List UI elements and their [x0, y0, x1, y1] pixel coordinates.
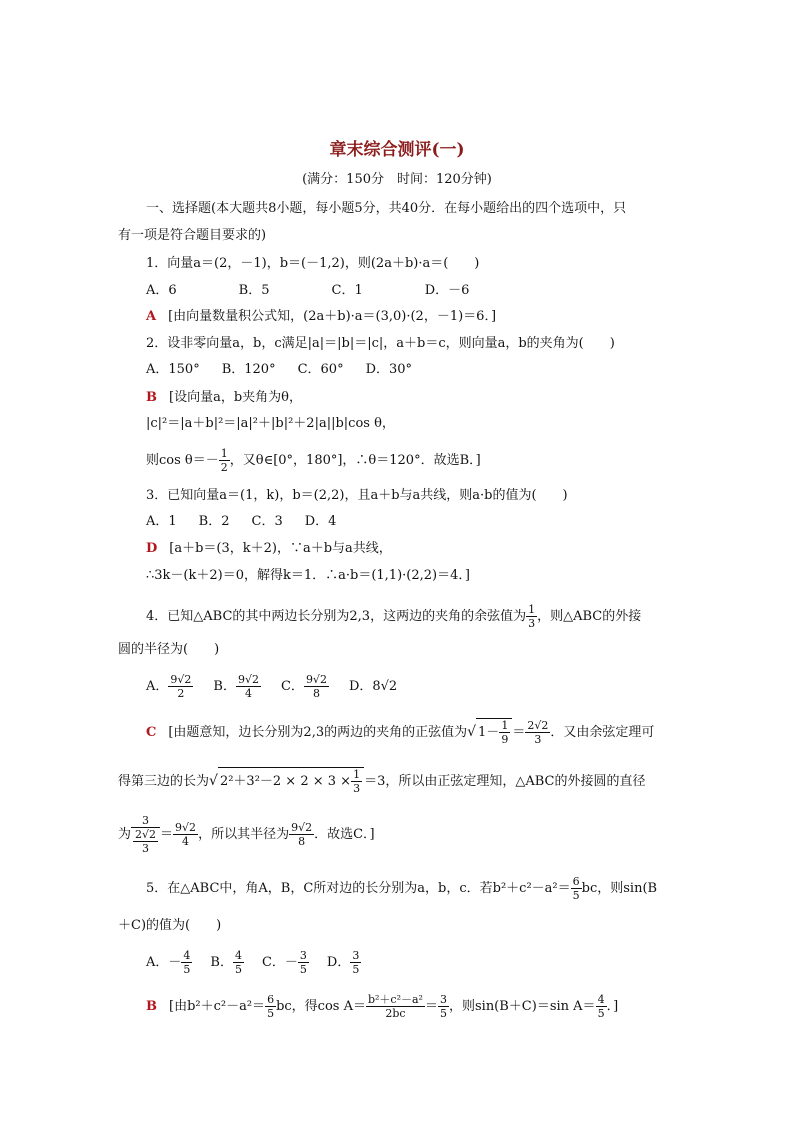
- q4-option-a-frac: [168, 673, 193, 700]
- q5-option-c: [262, 946, 309, 980]
- q4-stem-frac-num: 1: [528, 603, 536, 616]
- q4-option-a: [146, 670, 193, 704]
- q4-sol3-frac: [173, 821, 198, 848]
- q1-explanation: [由向量数量积公式知，(2a＋b)·a＝(3,0)·(2，－1)＝6．]: [168, 309, 497, 324]
- q3-option-b: B．2: [198, 514, 230, 529]
- q5-stem-frac-num: 6: [572, 875, 580, 888]
- q4-option-a-num: 9√2: [170, 673, 192, 686]
- q5-sol-frac1-num: 6: [267, 993, 275, 1006]
- q5-stem-frac-den: 5: [572, 889, 580, 902]
- q2-answer: B: [146, 390, 157, 405]
- q3-options: [146, 512, 370, 532]
- q5-solution: [146, 990, 618, 1024]
- q4-sol3a: 为: [118, 827, 132, 842]
- q4-options: [146, 670, 431, 704]
- q4-sol1a: [由题意知，边长分别为2,3的两边的夹角的正弦值为: [168, 725, 468, 740]
- q1-options: [146, 281, 503, 301]
- q5-option-c-frac: [298, 949, 309, 976]
- q5-sol-b: bc，得cos A＝: [276, 999, 366, 1014]
- q2-option-a: A．150°: [146, 362, 200, 377]
- q2-solution-line1: [146, 388, 302, 408]
- q4-sol3c: ．故选C．]: [314, 827, 375, 842]
- q3-option-d: D．4: [304, 514, 337, 529]
- q4-stem-line1: [146, 602, 641, 632]
- q5-options: [146, 946, 395, 980]
- q4-option-c-frac: [304, 673, 329, 700]
- q4-sol3b: ，所以其半径为: [198, 827, 290, 842]
- q4-sol1-rad-den: 9: [501, 733, 509, 746]
- q4-sol1-frac-num: 2√2: [527, 719, 549, 732]
- q5-sol-frac2-num: b²＋c²－a²: [367, 993, 423, 1006]
- q4-sol2-rad-num: 1: [353, 768, 361, 781]
- q5-option-c-num: 3: [299, 949, 307, 962]
- q1-answer: A: [146, 309, 157, 324]
- q1-option-b: B．5: [238, 283, 270, 298]
- q4-stem-b: ，则△ABC的外接: [537, 609, 642, 624]
- q4-sol3-den-frac: [133, 828, 158, 855]
- q4-sol3-frac-num: 9√2: [175, 821, 197, 834]
- q3-stem: 3．已知向量a＝(1，k)，b＝(2,2)，且a＋b与a共线，则a·b的值为( ): [146, 488, 568, 503]
- q2-explanation-3b: ，又θ∈[0°，180°]，∴θ＝120°．故选B．]: [229, 453, 481, 468]
- q4-stem-a: 4．已知△ABC的其中两边长分别为2,3，这两边的夹角的余弦值为: [146, 609, 527, 624]
- q4-option-d: D．8√2: [348, 679, 398, 694]
- q2-option-c: C．60°: [297, 362, 344, 377]
- q5-sol-e: ．]: [606, 999, 619, 1014]
- q4-sol3-frac2-num: 9√2: [291, 821, 313, 834]
- q4-option-c-num: 9√2: [305, 673, 327, 686]
- q5-option-b-den: 5: [234, 963, 242, 976]
- q4-option-b-label: B．: [213, 679, 236, 694]
- q2-fraction: [219, 447, 230, 474]
- q2-explanation-1: [设向量a，b夹角为θ，: [169, 390, 302, 405]
- q5-stem-a: 5．在△ABC中，角A，B，C所对边的长分别为a，b，c．若b²＋c²－a²＝: [146, 881, 571, 896]
- q3-option-c: C．3: [251, 514, 283, 529]
- q4-sol2b: ＝3，所以由正弦定理知，△ABC的外接圆的直径: [364, 774, 646, 789]
- q4-stem-frac-den: 3: [528, 617, 536, 630]
- q4-solution-line1: [146, 716, 654, 749]
- q5-option-d: [327, 946, 361, 980]
- q4-option-c-den: 8: [312, 687, 320, 700]
- q5-option-d-num: 3: [352, 949, 360, 962]
- q4-sol3-den-num: 2√2: [135, 828, 157, 841]
- q3-answer: D: [146, 541, 158, 556]
- q3-explanation-1: [a＋b＝(3，k＋2)，∵a＋b与a共线，: [169, 541, 392, 556]
- q2-solution-line2: |c|²＝|a＋b|²＝|a|²＋|b|²＋2|a||b|cos θ，: [146, 416, 395, 431]
- q4-sol2a: 得第三边的长为: [118, 774, 210, 789]
- q1-solution: [146, 307, 496, 327]
- q4-option-a-label: A．: [146, 679, 169, 694]
- q4-sol3-frac2-den: 8: [298, 835, 306, 848]
- score-time-note: (满分：150分 时间：120分钟): [302, 172, 492, 187]
- q5-option-c-den: 5: [299, 963, 307, 976]
- q5-option-a: [146, 946, 192, 980]
- q5-stem-line2: ＋C)的值为( ): [118, 918, 222, 933]
- q2-option-b: B．120°: [221, 362, 276, 377]
- q5-sol-frac3-den: 5: [439, 1007, 447, 1020]
- q5-option-b-frac: [233, 949, 244, 976]
- q3-solution-line1: [146, 539, 392, 559]
- q5-sol-c: ＝: [424, 999, 438, 1014]
- q4-stem-fraction: [526, 603, 537, 630]
- q4-option-b-num: 9√2: [237, 673, 259, 686]
- q5-sol-frac1-den: 5: [267, 1007, 275, 1020]
- q4-sol1-rad-num: 1: [501, 719, 509, 732]
- q5-sol-frac3: [438, 993, 449, 1020]
- q4-sol1b: ．又由余弦定理可: [550, 725, 655, 740]
- q5-option-b-label: B．: [210, 955, 233, 970]
- q4-solution-line2: [118, 764, 645, 799]
- q2-stem: 2．设非零向量a，b，c满足|a|＝|b|＝|c|，a＋b＝c，则向量a，b的夹角为( ): [146, 336, 615, 351]
- page-title: 章末综合测评(一): [329, 140, 465, 160]
- q4-option-b-frac: [236, 673, 261, 700]
- q4-sol1-frac: [525, 719, 550, 746]
- q5-sol-frac1: [265, 993, 276, 1020]
- q3-solution-line2: ∴3k－(k＋2)＝0，解得k＝1．∴a·b＝(1,1)·(2,2)＝4．]: [146, 568, 470, 583]
- q4-sol3-frac2: [289, 821, 314, 848]
- q2-frac-num: 1: [220, 447, 228, 460]
- q5-option-b-num: 4: [234, 949, 242, 962]
- q5-sol-frac4-den: 5: [597, 1007, 605, 1020]
- q4-option-b: [213, 670, 261, 704]
- q4-option-c: [281, 670, 329, 704]
- q4-option-a-den: 2: [177, 687, 185, 700]
- q4-sol3-den: [131, 828, 160, 855]
- q5-option-d-frac: [350, 949, 361, 976]
- radical-sign: √: [467, 724, 477, 740]
- q5-sol-frac2: [366, 993, 425, 1020]
- q2-options: [146, 360, 446, 380]
- q2-frac-den: 2: [220, 461, 228, 474]
- q5-option-c-label: C．－: [261, 955, 298, 970]
- q4-sol3-eq: ＝: [160, 827, 174, 842]
- q4-stem-line2: 圆的半径为( ): [118, 642, 220, 657]
- q5-sol-frac3-num: 3: [439, 993, 447, 1006]
- q5-option-a-num: 4: [183, 949, 191, 962]
- q5-option-a-den: 5: [183, 963, 191, 976]
- q4-option-c-label: C．: [280, 679, 304, 694]
- q5-option-a-frac: [181, 949, 192, 976]
- q4-sol1-frac-den: 3: [534, 733, 542, 746]
- q5-stem-fraction: [571, 875, 582, 902]
- q4-sol2-radicand: [218, 767, 364, 795]
- q3-option-a: A．1: [146, 514, 177, 529]
- q5-sol-frac2-den: 2bc: [385, 1007, 406, 1020]
- q2-solution-line3: [146, 446, 481, 476]
- q4-solution-line3: [118, 806, 375, 864]
- section-heading-line1: 一、选择题(本大题共8小题，每小题5分，共40分．在每小题给出的四个选项中，只: [146, 201, 627, 216]
- q4-option-b-den: 4: [244, 687, 252, 700]
- q2-explanation-3a: 则cos θ＝－: [146, 453, 219, 468]
- q5-stem-line1: [146, 874, 657, 904]
- q5-option-b: [210, 946, 244, 980]
- q5-sol-frac4-num: 4: [597, 993, 605, 1006]
- q4-sol2-rad-frac: [351, 768, 362, 795]
- q1-option-c: C．1: [331, 283, 363, 298]
- q4-answer: C: [146, 725, 157, 740]
- q4-sol1-rad-text: 1－: [478, 725, 500, 740]
- q4-sol1-rad-frac: [499, 719, 510, 746]
- q5-stem-b: bc，则sin(B: [581, 881, 658, 896]
- q5-option-a-label: A．－: [146, 955, 182, 970]
- q4-sol3-complex-frac: [131, 814, 160, 855]
- q5-option-d-den: 5: [352, 963, 360, 976]
- q4-sol2-rad-den: 3: [353, 782, 361, 795]
- q5-sol-a: [由b²＋c²－a²＝: [169, 999, 266, 1014]
- q4-sol3-frac-den: 4: [182, 835, 190, 848]
- q4-sol3-num: 3: [131, 814, 160, 828]
- radical-sign: √: [209, 773, 218, 789]
- q5-sol-d: ，则sin(B＋C)＝sin A＝: [448, 999, 596, 1014]
- q5-sol-frac4: [596, 993, 607, 1020]
- q1-option-a: A．6: [146, 283, 177, 298]
- q1-stem: 1．向量a＝(2，－1)，b＝(－1,2)，则(2a＋b)·a＝( ): [146, 256, 480, 271]
- q4-sol2-rad-text: 2²＋3²－2 × 2 × 3 ×: [219, 774, 352, 789]
- q4-sol1-eq: ＝: [512, 725, 526, 740]
- q2-option-d: D．30°: [365, 362, 413, 377]
- q4-sol3-den-den: 3: [142, 842, 150, 855]
- q5-option-d-label: D．: [326, 955, 351, 970]
- q1-option-d: D．－6: [424, 283, 470, 298]
- q4-sol1-radicand: [476, 718, 512, 746]
- q5-answer: B: [146, 999, 157, 1014]
- section-heading-line2: 有一项是符合题目要求的): [118, 228, 267, 243]
